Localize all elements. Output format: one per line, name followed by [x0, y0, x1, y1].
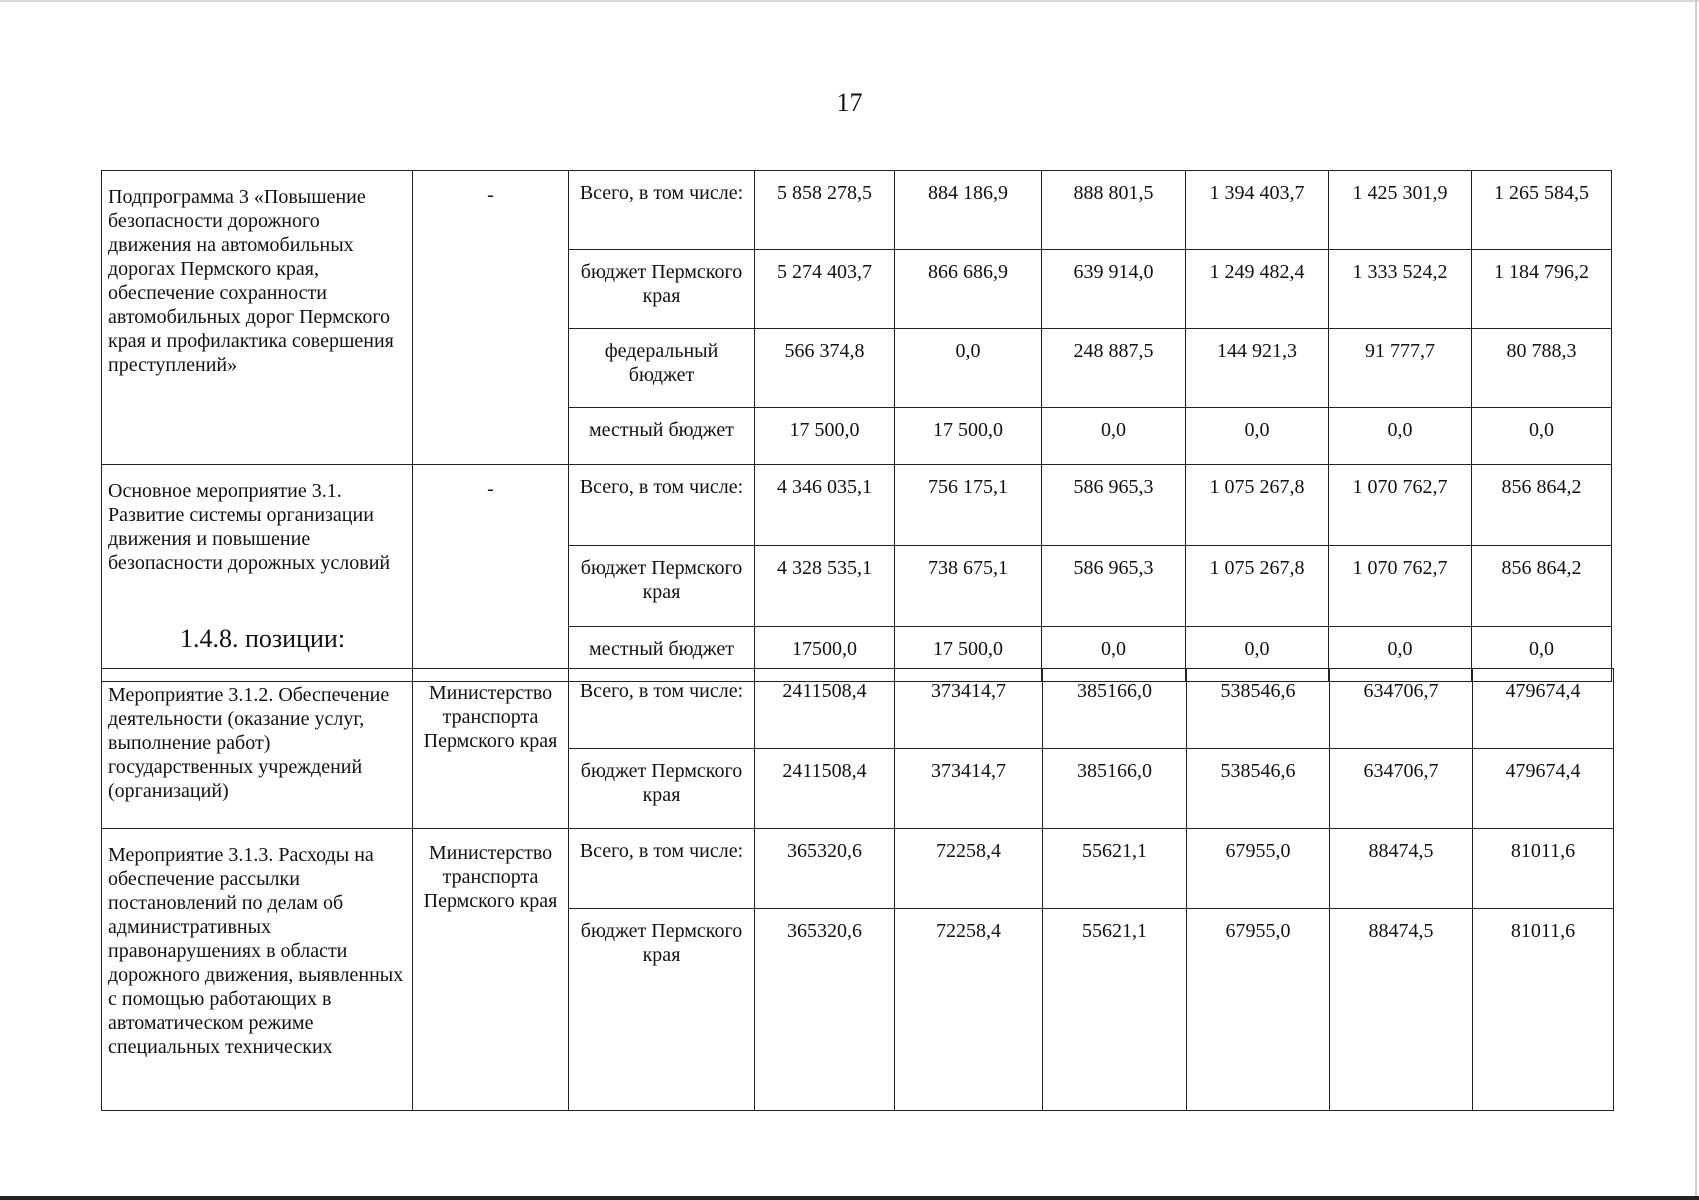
value-cell: 1 075 267,8 [1186, 465, 1329, 546]
executor-cell: - [413, 465, 569, 682]
value-cell: 17500,0 [755, 627, 895, 682]
value-cell: 88474,5 [1330, 909, 1473, 1111]
row-name-cell: Подпрограмма 3 «Повышение безопасности дорожного движения на автомобильных дорогах Пермского края, обеспечение сохранности автомобильных дорог Пермского края и профилактика совершения преступлений» [102, 171, 413, 465]
value-cell: 1 075 267,8 [1186, 546, 1329, 627]
value-cell: 479674,4 [1473, 749, 1614, 829]
value-cell: 634706,7 [1330, 669, 1473, 749]
row-name-cell: Основное мероприятие 3.1. Развитие системы организации движения и повышение безопасности дорожных условий [102, 465, 413, 682]
funding-source-cell: бюджет Пермского края [569, 546, 755, 627]
executor-cell: Министерство транспорта Пермского края [413, 669, 569, 829]
value-cell: 88474,5 [1330, 829, 1473, 909]
value-cell: 373414,7 [895, 749, 1043, 829]
value-cell: 756 175,1 [895, 465, 1042, 546]
value-cell: 385166,0 [1043, 669, 1187, 749]
funding-source-cell: Всего, в том числе: [569, 465, 755, 546]
funding-source-cell: бюджет Пермского края [569, 250, 755, 329]
row-name-cell: Мероприятие 3.1.2. Обеспечение деятельности (оказание услуг, выполнение работ) государственных учреждений (организаций) [102, 669, 413, 829]
value-cell: 365320,6 [755, 909, 895, 1111]
value-cell: 0,0 [1186, 627, 1329, 682]
value-cell: 738 675,1 [895, 546, 1042, 627]
value-cell: 0,0 [1042, 627, 1186, 682]
funding-source-cell: федеральный бюджет [569, 329, 755, 408]
scan-edge-top [0, 0, 1699, 2]
funding-source-cell: местный бюджет [569, 408, 755, 465]
table-row [102, 829, 1614, 909]
value-cell: 17 500,0 [895, 408, 1042, 465]
value-cell: 1 070 762,7 [1329, 546, 1472, 627]
funding-source-cell: Всего, в том числе: [569, 829, 755, 909]
table-row [102, 171, 1612, 250]
funding-source-cell: бюджет Пермского края [569, 749, 755, 829]
value-cell: 55621,1 [1043, 829, 1187, 909]
value-cell: 856 864,2 [1472, 465, 1612, 546]
value-cell: 248 887,5 [1042, 329, 1186, 408]
value-cell: 0,0 [1329, 408, 1472, 465]
value-cell: 72258,4 [895, 829, 1043, 909]
funding-source-cell: Всего, в том числе: [569, 171, 755, 250]
value-cell: 17 500,0 [755, 408, 895, 465]
executor-cell: Министерство транспорта Пермского края [413, 829, 569, 1111]
value-cell: 4 346 035,1 [755, 465, 895, 546]
value-cell: 67955,0 [1187, 909, 1330, 1111]
value-cell: 0,0 [1042, 408, 1186, 465]
value-cell: 67955,0 [1187, 829, 1330, 909]
executor-cell: - [413, 171, 569, 465]
value-cell: 479674,4 [1473, 669, 1614, 749]
value-cell: 55621,1 [1043, 909, 1187, 1111]
value-cell: 586 965,3 [1042, 465, 1186, 546]
value-cell: 4 328 535,1 [755, 546, 895, 627]
value-cell: 538546,6 [1187, 669, 1330, 749]
value-cell: 1 070 762,7 [1329, 465, 1472, 546]
value-cell: 0,0 [1472, 627, 1612, 682]
value-cell: 639 914,0 [1042, 250, 1186, 329]
value-cell: 72258,4 [895, 909, 1043, 1111]
value-cell: 1 265 584,5 [1472, 171, 1612, 250]
funding-source-cell: бюджет Пермского края [569, 909, 755, 1111]
value-cell: 1 394 403,7 [1186, 171, 1329, 250]
value-cell: 91 777,7 [1329, 329, 1472, 408]
value-cell: 373414,7 [895, 669, 1043, 749]
value-cell: 1 184 796,2 [1472, 250, 1612, 329]
table-row [102, 669, 1614, 749]
value-cell: 884 186,9 [895, 171, 1042, 250]
value-cell: 144 921,3 [1186, 329, 1329, 408]
value-cell: 0,0 [1186, 408, 1329, 465]
budget-table-subprogram-3 [101, 170, 1612, 682]
value-cell: 1 333 524,2 [1329, 250, 1472, 329]
value-cell: 81011,6 [1473, 829, 1614, 909]
funding-source-cell: Всего, в том числе: [569, 669, 755, 749]
page-number: 17 [836, 88, 863, 117]
value-cell: 538546,6 [1187, 749, 1330, 829]
value-cell: 365320,6 [755, 829, 895, 909]
budget-table-activities [101, 668, 1614, 1111]
funding-source-cell: местный бюджет [569, 627, 755, 682]
row-name-cell: Мероприятие 3.1.3. Расходы на обеспечение рассылки постановлений по делам об административных правонарушениях в области дорожного движения, выявленных с помощью работающих в автоматическом режиме специальных технических [102, 829, 413, 1111]
value-cell: 2411508,4 [755, 669, 895, 749]
value-cell: 0,0 [1472, 408, 1612, 465]
value-cell: 81011,6 [1473, 909, 1614, 1111]
value-cell: 634706,7 [1330, 749, 1473, 829]
value-cell: 566 374,8 [755, 329, 895, 408]
scan-edge-bottom [0, 1196, 1699, 1200]
value-cell: 1 249 482,4 [1186, 250, 1329, 329]
table-row [102, 465, 1612, 546]
value-cell: 586 965,3 [1042, 546, 1186, 627]
value-cell: 5 858 278,5 [755, 171, 895, 250]
value-cell: 80 788,3 [1472, 329, 1612, 408]
value-cell: 0,0 [1329, 627, 1472, 682]
value-cell: 5 274 403,7 [755, 250, 895, 329]
value-cell: 0,0 [895, 329, 1042, 408]
value-cell: 2411508,4 [755, 749, 895, 829]
value-cell: 866 686,9 [895, 250, 1042, 329]
value-cell: 888 801,5 [1042, 171, 1186, 250]
value-cell: 856 864,2 [1472, 546, 1612, 627]
scan-edge-right [1695, 0, 1697, 1200]
section-heading: 1.4.8. позиции: [180, 624, 346, 653]
value-cell: 385166,0 [1043, 749, 1187, 829]
value-cell: 1 425 301,9 [1329, 171, 1472, 250]
value-cell: 17 500,0 [895, 627, 1042, 682]
